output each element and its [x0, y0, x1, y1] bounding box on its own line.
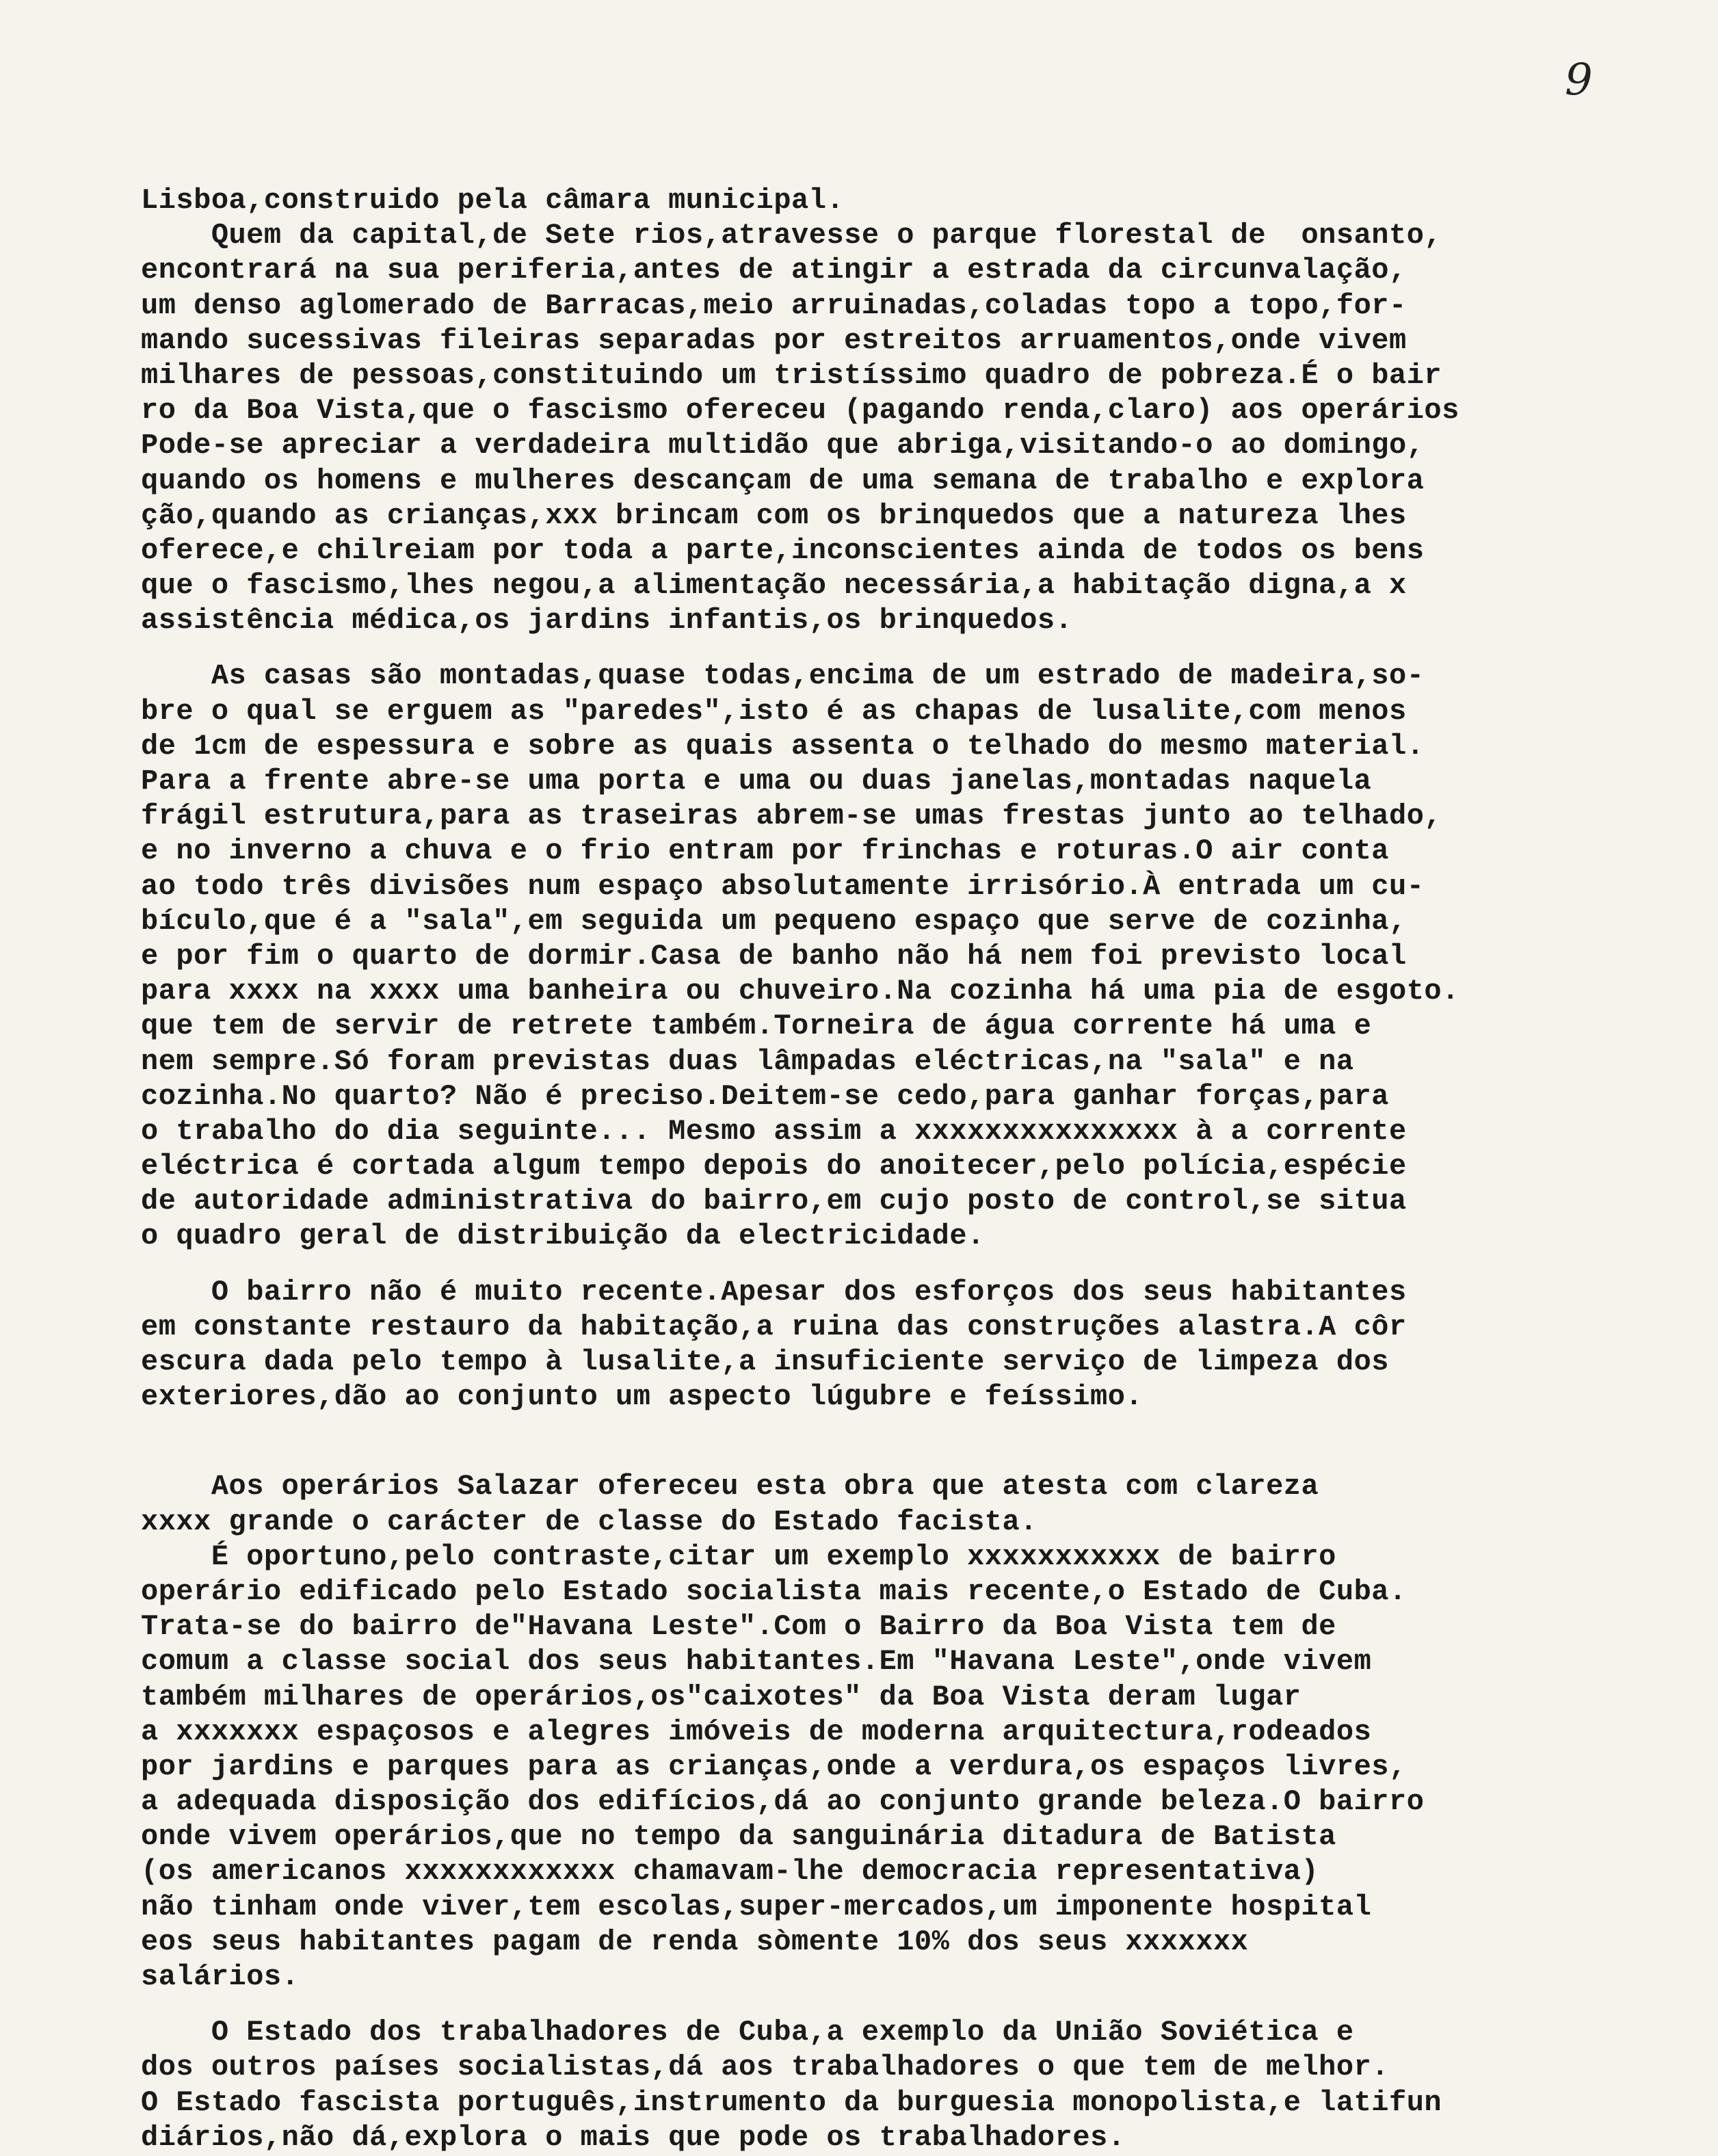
text-line: Trata-se do bairro de"Havana Leste".Com o Bairro da Boa Vista tem de — [141, 1610, 1336, 1644]
text-line: nem sempre.Só foram previstas duas lâmpadas eléctricas,na "sala" e na — [141, 1044, 1354, 1078]
text-line: assistência médica,os jardins infantis,os brinquedos. — [141, 604, 1073, 637]
text-line: cozinha.No quarto? Não é preciso.Deitem-se cedo,para ganhar forças,para — [141, 1079, 1389, 1113]
text-line: o trabalho do dia seguinte... Mesmo assim a xxxxxxxxxxxxxxx à a corrente — [141, 1114, 1407, 1148]
text-line: salários. — [141, 1960, 300, 1993]
text-line: oferece,e chilreiam por toda a parte,inconscientes ainda de todos os bens — [141, 534, 1425, 567]
text-line: Pode-se apreciar a verdadeira multidão que abriga,visitando-o ao domingo, — [141, 429, 1425, 462]
text-line: Para a frente abre-se uma porta e uma ou duas janelas,montadas naquela — [141, 765, 1372, 798]
text-line: eos seus habitantes pagam de renda sòmente 10% dos seus xxxxxxx — [141, 1925, 1249, 1958]
text-line: em constante restauro da habitação,a ruina das construções alastra.A côr — [141, 1310, 1407, 1343]
text-line: e por fim o quarto de dormir.Casa de banho não há nem foi previsto local — [141, 939, 1407, 973]
text-line: quando os homens e mulheres descançam de uma semana de trabalho e explora — [141, 464, 1425, 497]
text-line: o quadro geral de distribuição da electricidade. — [141, 1220, 985, 1253]
paragraph — [141, 1275, 1673, 1415]
text-line: dos outros países socialistas,dá aos trabalhadores o que tem de melhor. — [141, 2051, 1389, 2084]
paragraph — [141, 218, 1673, 638]
text-line: comum a classe social dos seus habitantes.Em "Havana Leste",onde vivem — [141, 1645, 1372, 1679]
text-line: de autoridade administrativa do bairro,em cujo posto de control,se situa — [141, 1185, 1407, 1218]
text-line: um denso aglomerado de Barracas,meio arruinadas,coladas topo a topo,for- — [141, 289, 1407, 322]
paragraph — [141, 659, 1673, 1254]
text-line: milhares de pessoas,constituindo um tristíssimo quadro de pobreza.É o bair — [141, 358, 1442, 392]
text-line: de 1cm de espessura e sobre as quais assenta o telhado do mesmo material. — [141, 729, 1425, 763]
text-line: bre o qual se erguem as "paredes",isto é as chapas de lusalite,com menos — [141, 694, 1407, 728]
text-line: diários,não dá,explora o mais que pode os trabalhadores. — [141, 2120, 1126, 2154]
text-line: que o fascismo,lhes negou,a alimentação necessária,a habitação digna,a x — [141, 569, 1407, 603]
text-line: É oportuno,pelo contraste,citar um exemplo xxxxxxxxxxx de bairro — [141, 1540, 1336, 1573]
text-line: que tem de servir de retrete também.Torneira de água corrente há uma e — [141, 1010, 1372, 1043]
text-line: onde vivem operários,que no tempo da sanguinária ditadura de Batista — [141, 1820, 1336, 1854]
text-line: Lisboa,construido pela câmara municipal. — [141, 184, 845, 217]
text-line: a xxxxxxx espaçosos e alegres imóveis de moderna arquitectura,rodeados — [141, 1715, 1372, 1748]
text-line: não tinham onde viver,tem escolas,super-mercados,um imponente hospital — [141, 1890, 1372, 1923]
text-line: e no inverno a chuva e o frio entram por frinchas e roturas.O air conta — [141, 834, 1389, 868]
paragraph — [141, 1469, 1673, 1995]
paragraph — [141, 2015, 1673, 2155]
text-line: eléctrica é cortada algum tempo depois do anoitecer,pelo polícia,espécie — [141, 1150, 1407, 1183]
text-line: frágil estrutura,para as traseiras abrem-se umas frestas junto ao telhado, — [141, 800, 1442, 833]
text-line: operário edificado pelo Estado socialista mais recente,o Estado de Cuba. — [141, 1575, 1407, 1608]
text-line: Quem da capital,de Sete rios,atravesse o parque florestal de onsanto, — [141, 219, 1442, 252]
text-line: também milhares de operários,os"caixotes" da Boa Vista deram lugar — [141, 1680, 1301, 1713]
text-line: escura dada pelo tempo à lusalite,a insuficiente serviço de limpeza dos — [141, 1345, 1389, 1378]
text-line: (os americanos xxxxxxxxxxxx chamavam-lhe democracia representativa) — [141, 1855, 1319, 1889]
text-line: O bairro não é muito recente.Apesar dos esforços dos seus habitantes — [141, 1275, 1407, 1309]
text-line: mando sucessivas fileiras separadas por estreitos arruamentos,onde vivem — [141, 324, 1407, 357]
text-line: As casas são montadas,quase todas,encima de um estrado de madeira,so- — [141, 659, 1425, 693]
text-line: O Estado fascista português,instrumento da burguesia monopolista,e latifun — [141, 2086, 1442, 2119]
text-line: ro da Boa Vista,que o fascismo ofereceu (pagando renda,claro) aos operários — [141, 394, 1459, 428]
text-line: O Estado dos trabalhadores de Cuba,a exemplo da União Soviética e — [141, 2016, 1354, 2049]
text-line: ao todo três divisões num espaço absolutamente irrisório.À entrada um cu- — [141, 869, 1425, 903]
text-line: Aos operários Salazar ofereceu esta obra que atesta com clareza — [141, 1470, 1319, 1503]
text-line: ção,quando as crianças,xxx brincam com os brinquedos que a natureza lhes — [141, 499, 1407, 532]
text-line: xxxx grande o carácter de classe do Estado facista. — [141, 1505, 1038, 1538]
text-line: por jardins e parques para as crianças,onde a verdura,os espaços livres, — [141, 1750, 1407, 1783]
text-line: para xxxx na xxxx uma banheira ou chuveiro.Na cozinha há uma pia de esgoto. — [141, 975, 1459, 1008]
page-number: 9 — [1565, 55, 1593, 105]
text-line: a adequada disposição dos edifícios,dá ao conjunto grande beleza.O bairro — [141, 1785, 1425, 1819]
typed-text-body — [141, 183, 1673, 2155]
text-line: encontrará na sua periferia,antes de atingir a estrada da circunvalação, — [141, 254, 1407, 287]
text-line: bículo,que é a "sala",em seguida um pequeno espaço que serve de cozinha, — [141, 904, 1407, 938]
paragraph — [141, 183, 1673, 218]
text-line: exteriores,dão ao conjunto um aspecto lúgubre e feíssimo. — [141, 1380, 1144, 1414]
